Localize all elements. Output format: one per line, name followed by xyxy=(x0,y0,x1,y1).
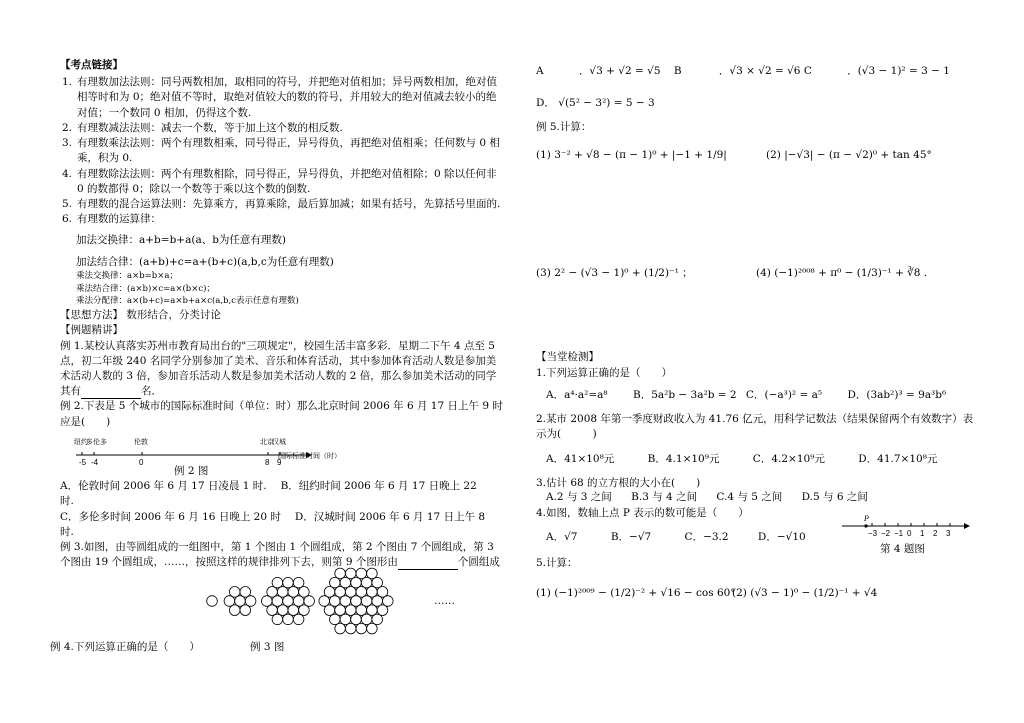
law-mul-assoc: 乘法结合律：(a×b)×c=a×(b×c)； xyxy=(76,283,215,294)
ex4-opt-b: B xyxy=(673,65,682,77)
q2-opt-c: C．4.2×10⁹元 xyxy=(752,453,825,465)
circle xyxy=(356,624,367,635)
kaodian-list xyxy=(56,75,504,227)
example-1-tail: 名． xyxy=(141,385,162,398)
kaodian-heading: 【考点链接】 xyxy=(60,59,123,71)
circle xyxy=(240,605,251,616)
kaodian-item xyxy=(62,197,504,212)
ex5-item-1-expr: 3⁻² + √8 − (π − 1)⁰ + |−1 + 1/9| xyxy=(554,149,727,161)
number-line-tick-label: 0 xyxy=(907,529,912,538)
timeline-tick-label: -4 xyxy=(91,457,99,467)
timeline-figure xyxy=(76,430,504,470)
q1-opt-a: A． xyxy=(546,389,565,401)
q1-options xyxy=(546,388,946,403)
q3-opt-b: B.3 与 4 之间 xyxy=(631,491,698,503)
ex5-item-4-label: (4) xyxy=(756,267,771,279)
kaodian-item-text: 有理数减法法则：减去一个数，等于加上这个数的相反数. xyxy=(77,121,343,134)
timeline-city-label: 汉城 xyxy=(272,438,286,446)
q1-opt-a-expr: a⁴·a²=a⁸ xyxy=(564,389,608,401)
kaodian-item-text: 有理数乘法法则：两个有理数相乘，同号得正，异号得负，再把绝对值相乘；任何数与 0 相乘，积为 0. xyxy=(77,137,500,165)
timeline-tick-label: 0 xyxy=(139,457,144,467)
circle xyxy=(229,605,240,616)
ex4-opt-b-expr: ．√3 × √2 = √6 xyxy=(718,65,801,77)
kaodian-item-text: 有理数的运算律： xyxy=(77,213,161,226)
q4-opt-d: D． xyxy=(757,531,777,543)
number-line-tick-label: −2 xyxy=(881,529,891,538)
ex5-item-2 xyxy=(766,148,932,163)
circle xyxy=(272,614,283,625)
timeline-caption: 例 2 图 xyxy=(174,464,209,477)
circle xyxy=(335,624,346,635)
ex5-item-3-expr: 2² − (√3 − 1)⁰ + (1/2)⁻¹ ； xyxy=(554,267,693,279)
q4-opt-b-expr: −√7 xyxy=(629,531,652,543)
law-add-swap: 加法交换律：a+b=b+a(a、b为任意有理数) xyxy=(76,234,287,247)
kaodian-item-text: 有理数除法法则：两个有理数相除，同号得正，异号得负，并把绝对值相除；0 除以任何非 0 的数都得 0；除以一个数等于乘以这个数的倒数. xyxy=(77,167,497,195)
ex4-opt-c-expr: ．(√3 − 1)² = 3 − 1 xyxy=(847,65,950,77)
question-4: 4.如图，数轴上点 P 表示的数可能是（ ） xyxy=(536,507,749,519)
ex5-item-3-label: (3) xyxy=(536,267,551,279)
timeline-tick-label: 8 xyxy=(265,457,270,467)
hex-circle-group xyxy=(262,578,315,625)
ex4-options-row1 xyxy=(536,64,950,79)
q1-opt-b: B． xyxy=(632,389,652,401)
q5-item-1 xyxy=(536,586,736,601)
kaodian-item xyxy=(62,212,504,227)
q5-item-1-expr: (−1)²⁰⁰⁹ − (1/2)⁻² + √16 − cos 60° xyxy=(554,587,736,599)
hex-circles-figure xyxy=(206,570,504,632)
number-line-tick-label: 2 xyxy=(933,529,938,538)
number-line-tick-label: −3 xyxy=(868,529,878,538)
example-5: 例 5.计算： xyxy=(536,121,592,133)
ex5-item-1 xyxy=(536,148,727,163)
option-b: B．纽约时间 2006 年 6 月 17 日晚上 22 时. xyxy=(60,480,477,508)
ex4-opt-a: A xyxy=(536,65,544,77)
option-c: C．多伦多时间 2006 年 6 月 16 日晚上 20 时 xyxy=(60,510,281,523)
example-2-options xyxy=(60,479,504,540)
sixiang-heading: 【思想方法】 数形结合，分类讨论 xyxy=(60,309,221,322)
example-4: 例 4.下列运算正确的是（ ） xyxy=(50,641,200,654)
timeline-city-label: 纽约 xyxy=(74,438,88,446)
q1-opt-d: D． xyxy=(847,389,867,401)
q4-opt-a: A． xyxy=(546,531,565,543)
hex-circles-svg xyxy=(206,570,426,632)
q4-options xyxy=(546,530,806,545)
circle xyxy=(293,614,304,625)
hex-circle-group xyxy=(207,596,218,607)
example-1-text: 例 1.某校认真落实苏州市教育局出台的"三项规定"，校园生活丰富多彩．星期二下午 4 点至 5 点，初二年级 240 名同学分别参加了美术、音乐和体育活动，其中参加体育活动人数是参加美术活动人数的 3 倍，参加音乐活动人数是参加美术活动人数的 2 倍，那么参加美术活动的同学其有 xyxy=(60,339,497,398)
question-2: 2.某市 2008 年第一季度财政收入为 41.76 亿元，用科学记数法（结果保留两个有效数字）表示为( ) xyxy=(536,413,974,441)
question-5: 5.计算： xyxy=(536,557,578,569)
law-add-assoc: 加法结合律：(a+b)+c=a+(b+c)(a,b,c为任意有理数) xyxy=(76,255,334,268)
answer-blank-3[interactable] xyxy=(398,559,458,570)
q4-opt-b: B． xyxy=(610,531,630,543)
number-line-figure xyxy=(842,514,972,544)
dangtang-heading: 【当堂检测】 xyxy=(536,351,599,363)
kaodian-item-number: 1. xyxy=(62,76,73,89)
kaodian-item-number: 6. xyxy=(62,213,73,226)
q3-opt-c: C.4 与 5 之间 xyxy=(716,491,783,503)
q1-opt-b-expr: 5a²b − 3a²b = 2 xyxy=(651,389,737,401)
ex5-item-4-expr: (−1)²⁰⁰⁸ + π⁰ − (1/3)⁻¹ + ∛8 . xyxy=(774,267,928,279)
ex5-item-4 xyxy=(756,266,927,281)
option-row xyxy=(60,510,504,540)
timeline-svg xyxy=(76,430,376,470)
timeline-axis-label: 国际标准时间（时） xyxy=(278,452,341,460)
example-1 xyxy=(60,339,504,400)
q2-options xyxy=(546,452,937,467)
ex5-item-3 xyxy=(536,266,693,281)
example-3-text: 例 3.如图，由等圆组成的一组图中，第 1 个图由 1 个圆组成，第 2 个图由 7 个圆组成，第 3 个图由 19 个圆组成，……，按照这样的规律排列下去，则第 9 个图形由 xyxy=(60,540,494,569)
hex-circle-group xyxy=(224,587,256,616)
timeline-tick-label: -5 xyxy=(79,457,87,467)
option-d: D．汉城时间 2006 年 6 月 17 日上午 8 时. xyxy=(60,510,486,538)
number-line-tick-label: 1 xyxy=(920,529,925,538)
timeline-city-label: 伦敦 xyxy=(134,438,148,446)
q5-item-2-expr: (√3 − 1)⁰ − (1/2)⁻¹ + √4 xyxy=(750,587,878,599)
ex4-options-row2 xyxy=(536,96,655,111)
number-line-tick-label: 3 xyxy=(946,529,951,538)
q1-opt-d-expr: (3ab²)³ = 9a³b⁶ xyxy=(866,389,947,401)
ex4-opt-d-expr: √(5² − 3²) = 5 − 3 xyxy=(558,97,655,109)
ex5-item-2-expr: |−√3| − (π − √2)⁰ + tan 45° xyxy=(784,149,932,161)
ex4-opt-c: C xyxy=(803,65,812,77)
q5-item-2-label: (2) xyxy=(732,587,747,599)
circle xyxy=(367,624,378,635)
timeline-tick-label: 9 xyxy=(277,457,282,467)
circle xyxy=(283,614,294,625)
law-mul-dist: 乘法分配律：a×(b+c)=a×b+a×c(a,b,c表示任意有理数) xyxy=(76,296,299,307)
ex5-item-1-label: (1) xyxy=(536,149,551,161)
option-row xyxy=(60,479,504,509)
svg-text:P: P xyxy=(864,514,869,523)
law-mul-swap: 乘法交换律：a×b=b×a； xyxy=(76,270,178,281)
q1-opt-c-expr: (−a³)² = a⁵ xyxy=(764,389,823,401)
kaodian-item-text: 有理数加法法则：同号两数相加，取相同的符号，并把绝对值相加；异号两数相加，绝对值相等时和为 0；绝对值不等时，取绝对值较大的数的符号，并用较大的绝对值减去较小的绝对值；一个数同 0 相加，仍得这个数. xyxy=(77,76,497,119)
example-3-caption: 例 3 图 xyxy=(250,641,285,654)
kaodian-item xyxy=(62,75,504,121)
number-line-caption: 第 4 题图 xyxy=(880,543,925,555)
q3-opt-a: A.2 与 3 之间 xyxy=(546,491,612,503)
example-3-tail: 个圆组成 xyxy=(457,556,500,569)
q2-opt-b: B．4.1×10⁹元 xyxy=(647,453,720,465)
kaodian-item-number: 5. xyxy=(62,197,73,210)
circle xyxy=(345,624,356,635)
option-a: A．伦敦时间 2006 年 6 月 17 日凌晨 1 时. xyxy=(60,480,267,493)
timeline-city-label: 北京 xyxy=(260,438,274,446)
circle xyxy=(207,596,218,607)
liti-heading: 【例题精讲】 xyxy=(60,324,123,337)
q4-opt-d-expr: −√10 xyxy=(776,531,806,543)
question-3: 3.估计 68 的立方根的大小在( ) xyxy=(536,477,701,489)
continuation-dots: …… xyxy=(434,594,455,607)
hex-circle-group xyxy=(319,569,393,635)
ex4-opt-a-expr: ．√3 + √2 = √5 xyxy=(578,65,661,77)
example-3 xyxy=(60,540,504,570)
number-line-tick-label: −1 xyxy=(894,529,904,538)
kaodian-item-text: 有理数的混合运算法则：先算乘方，再算乘除，最后算加减；如果有括号，先算括号里面的. xyxy=(77,197,501,210)
kaodian-item-number: 3. xyxy=(62,137,73,150)
question-1: 1.下列运算正确的是（ ） xyxy=(536,367,673,379)
q5-item-1-label: (1) xyxy=(536,587,551,599)
kaodian-item xyxy=(62,121,504,136)
timeline-city-label: 多伦多 xyxy=(86,438,107,446)
example-2: 例 2.下表是 5 个城市的国际标准时间（单位：时）那么北京时间 2006 年 6 月 17 日上午 9 时应是( ) xyxy=(60,400,503,428)
answer-blank[interactable] xyxy=(81,388,141,399)
q2-opt-a: A．41×10⁸元 xyxy=(546,453,615,465)
right-column xyxy=(536,58,976,658)
q1-opt-c: C． xyxy=(745,389,765,401)
ex4-opt-d: D． xyxy=(536,97,555,109)
kaodian-item xyxy=(62,167,504,197)
left-column xyxy=(50,58,504,656)
q4-opt-c: C．−3.2 xyxy=(684,531,729,543)
ex5-item-2-label: (2) xyxy=(766,149,781,161)
q4-opt-a-expr: √7 xyxy=(564,531,578,543)
q3-opt-d: D.5 与 6 之间 xyxy=(801,491,868,503)
q2-opt-d: D．41.7×10⁸元 xyxy=(858,453,938,465)
kaodian-item-number: 2. xyxy=(62,121,73,134)
q5-item-2 xyxy=(732,586,877,601)
kaodian-item-number: 4. xyxy=(62,167,73,180)
q3-options xyxy=(546,490,868,505)
number-line-svg xyxy=(842,514,972,544)
kaodian-item xyxy=(62,136,504,166)
